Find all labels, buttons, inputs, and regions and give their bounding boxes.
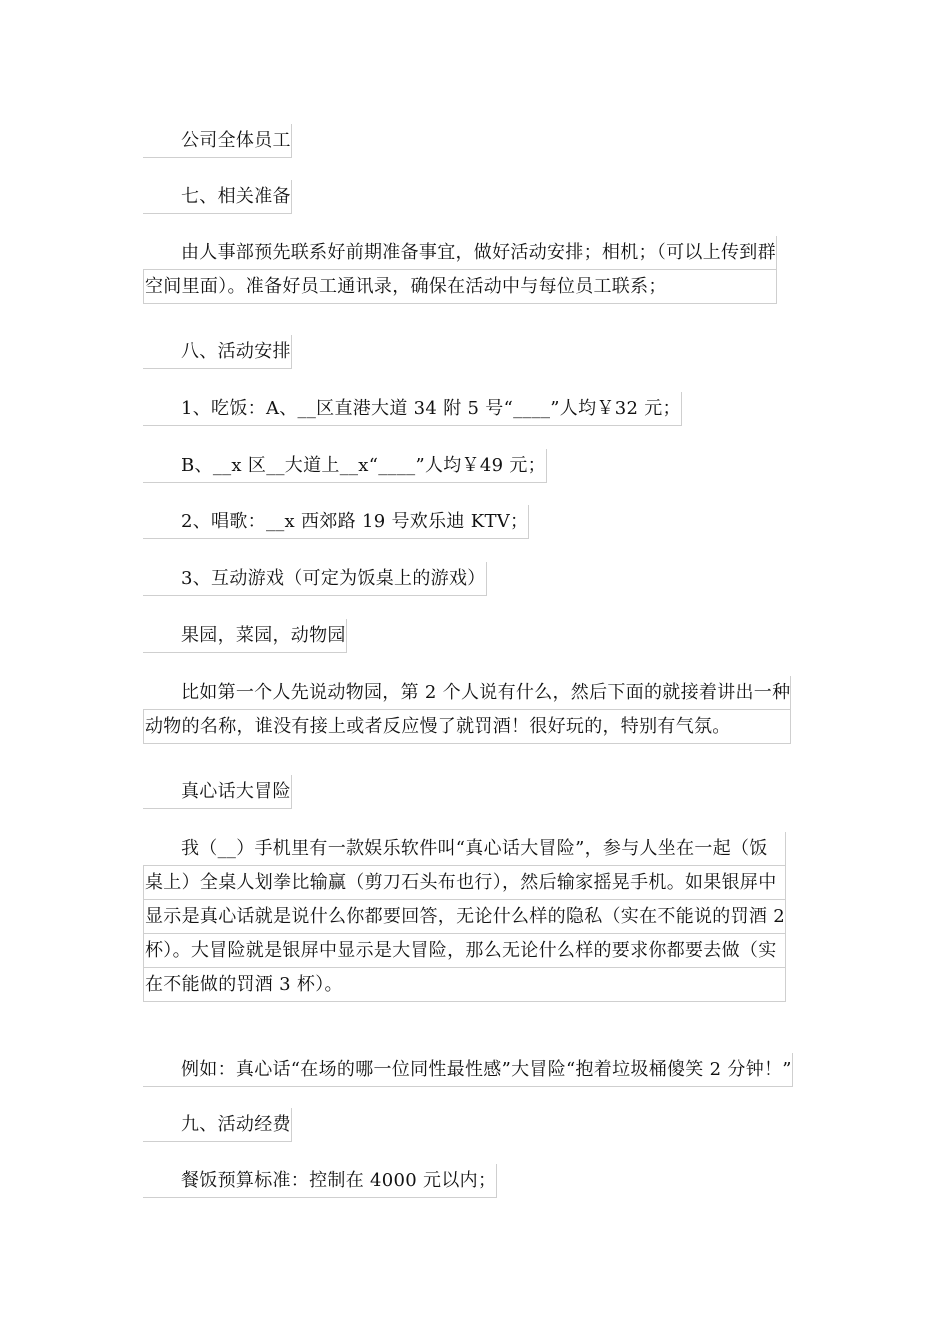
text-line: 1、吃饭：A、__区直港大道 34 附 5 号“____”人均￥32 元；	[143, 392, 682, 426]
text-line: 桌上）全桌人划拳比输赢（剪刀石头布也行），然后输家摇晃手机。如果银屏中	[143, 866, 786, 900]
text-line: 3、互动游戏（可定为饭桌上的游戏）	[143, 562, 487, 596]
heading-section-9	[143, 1108, 292, 1142]
text-line: 2、唱歌：__x 西郊路 19 号欢乐迪 KTV；	[143, 505, 529, 539]
text-line: 公司全体员工	[143, 124, 292, 158]
text-line: 例如：真心话“在场的哪一位同性最性感”大冒险“抱着垃圾桶傻笑 2 分钟！”	[143, 1053, 793, 1087]
paragraph-dinner-b	[143, 449, 547, 483]
text-line: 在不能做的罚酒 3 杯）。	[143, 968, 786, 1002]
text-line: 七、相关准备	[143, 180, 292, 214]
paragraph-dinner-a	[143, 392, 682, 426]
paragraph-games	[143, 562, 487, 596]
text-line: 显示是真心话就是说什么你都要回答，无论什么样的隐私（实在不能说的罚酒 2	[143, 900, 786, 934]
text-line: 果园，菜园，动物园	[143, 619, 347, 653]
heading-game-2	[143, 775, 292, 809]
paragraph-game-1-rules	[143, 676, 791, 744]
text-line: 餐饭预算标准：控制在 4000 元以内；	[143, 1164, 497, 1198]
text-line: 由人事部预先联系好前期准备事宜，做好活动安排；相机；（可以上传到群	[143, 236, 777, 270]
paragraph-example	[143, 1053, 793, 1087]
paragraph-preparation	[143, 236, 777, 304]
paragraph-budget	[143, 1164, 497, 1198]
heading-game-1	[143, 619, 347, 653]
text-line: 真心话大冒险	[143, 775, 292, 809]
paragraph-audience	[143, 124, 292, 158]
text-line: 我（__）手机里有一款娱乐软件叫“真心话大冒险”，参与人坐在一起（饭	[143, 832, 786, 866]
text-line: 比如第一个人先说动物园，第 2 个人说有什么，然后下面的就接着讲出一种	[143, 676, 791, 710]
text-line: 动物的名称，谁没有接上或者反应慢了就罚酒！很好玩的，特别有气氛。	[143, 710, 791, 744]
heading-section-7	[143, 180, 292, 214]
text-line: 八、活动安排	[143, 335, 292, 369]
text-line: 九、活动经费	[143, 1108, 292, 1142]
text-line: 空间里面）。准备好员工通讯录，确保在活动中与每位员工联系；	[143, 270, 777, 304]
text-line: 杯）。大冒险就是银屏中显示是大冒险，那么无论什么样的要求你都要去做（实	[143, 934, 786, 968]
paragraph-game-2-rules	[143, 832, 786, 1002]
text-line: B、__x 区__大道上__x“____”人均￥49 元；	[143, 449, 547, 483]
paragraph-karaoke	[143, 505, 529, 539]
heading-section-8	[143, 335, 292, 369]
